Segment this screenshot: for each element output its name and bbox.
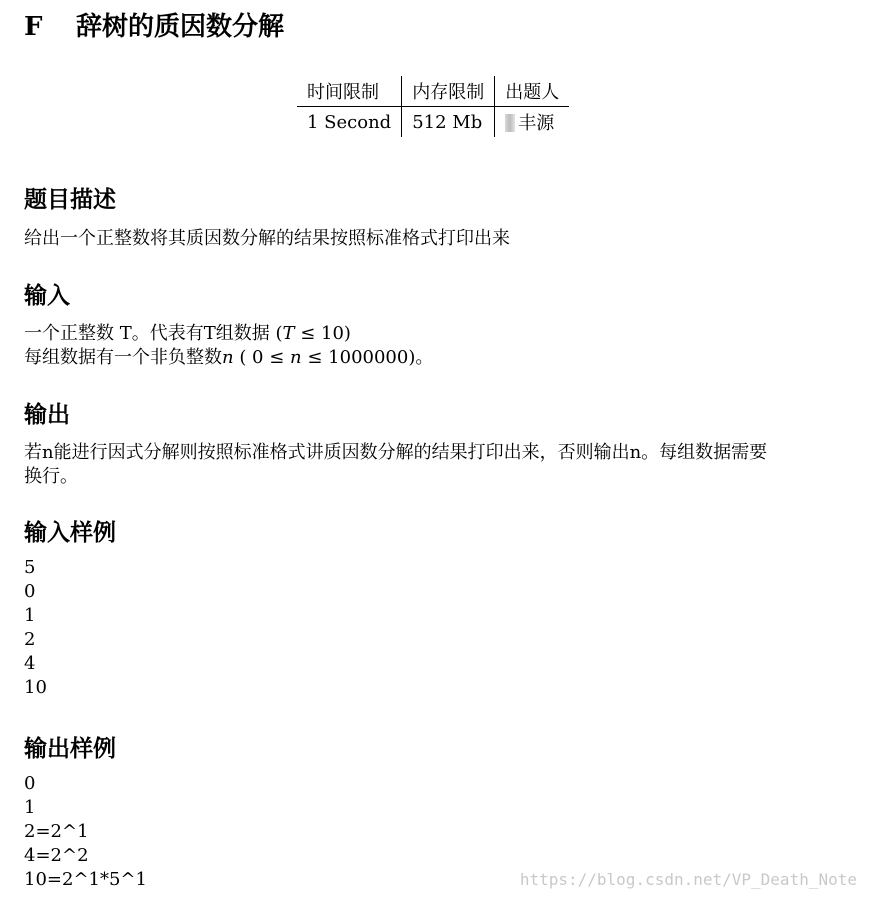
sample-input-line: 0 — [24, 581, 36, 602]
sample-input-heading: 输入样例 — [24, 519, 116, 546]
problem-name: 辞树的质因数分解 — [76, 12, 285, 42]
memory-limit-header: 内存限制 — [402, 76, 495, 107]
problem-info-table — [297, 76, 569, 137]
sample-input-block — [24, 556, 47, 700]
input-heading: 输入 — [24, 282, 70, 309]
blog-watermark: https://blog.csdn.net/VP_Death_Note — [519, 870, 857, 889]
input-line-2 — [24, 343, 433, 369]
author-value — [495, 107, 570, 138]
sample-output-line: 0 — [24, 773, 36, 794]
sample-input-line: 2 — [24, 629, 36, 650]
input-line-2-middle: ( 0 ≤ — [233, 347, 291, 368]
sample-input-line: 1 — [24, 605, 36, 626]
sample-output-line: 10=2^1*5^1 — [24, 869, 147, 890]
input-line-2-suffix: ≤ 1000000)。 — [301, 347, 434, 368]
sample-output-line: 2=2^1 — [24, 821, 89, 842]
input-line-1-prefix: 一个正整数 T。代表有T组数据 ( — [24, 323, 283, 344]
author-header: 出题人 — [495, 76, 570, 107]
author-name: 丰源 — [518, 113, 555, 134]
description-heading: 题目描述 — [24, 186, 116, 213]
sample-input-line: 5 — [24, 557, 36, 578]
description-text: 给出一个正整数将其质因数分解的结果按照标准格式打印出来 — [24, 228, 510, 249]
output-heading: 输出 — [24, 401, 70, 428]
input-line-1-suffix: ≤ 10) — [294, 323, 351, 344]
input-line-2-prefix: 每组数据有一个非负整数 — [24, 347, 222, 368]
sample-output-heading: 输出样例 — [24, 735, 116, 762]
output-line-1: 若n能进行因式分解则按照标准格式讲质因数分解的结果打印出来，否则输出n。每组数据需要 — [24, 442, 768, 463]
output-line-2: 换行。 — [24, 466, 78, 487]
sample-output-line: 1 — [24, 797, 36, 818]
input-line-1 — [24, 319, 351, 345]
memory-limit-value: 512 Mb — [402, 107, 495, 138]
sample-input-line: 10 — [24, 677, 47, 698]
math-var-n-2: n — [290, 347, 302, 368]
sample-output-line: 4=2^2 — [24, 845, 89, 866]
time-limit-value: 1 Second — [297, 107, 402, 138]
sample-output-block — [24, 772, 147, 892]
problem-title — [24, 6, 284, 43]
math-var-n: n — [222, 347, 234, 368]
sample-input-line: 4 — [24, 653, 36, 674]
problem-letter: F — [24, 12, 43, 42]
blurred-name-mark — [505, 114, 515, 132]
time-limit-header: 时间限制 — [297, 76, 402, 107]
math-var-T: T — [282, 323, 295, 344]
